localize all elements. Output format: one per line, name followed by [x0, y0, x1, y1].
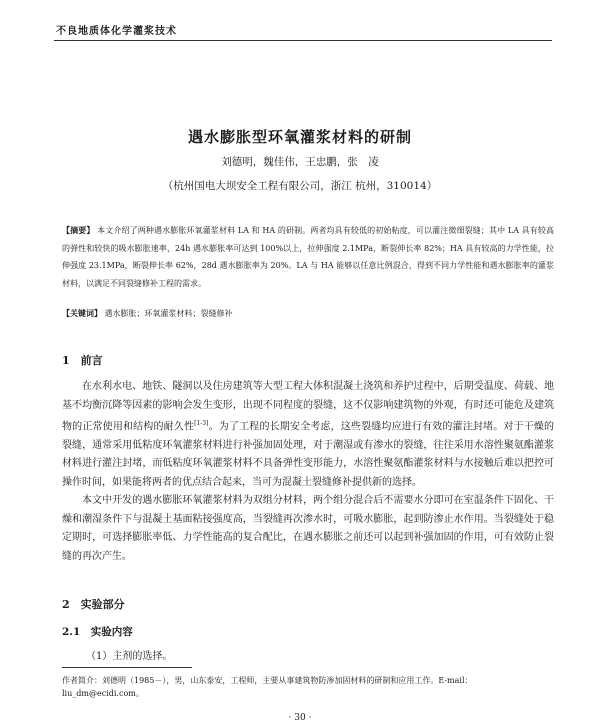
abstract-label: 【摘要】 [62, 225, 95, 235]
section-2-1-heading: 2.1 实验内容 [62, 626, 133, 638]
section-1-heading: 1 前言 [62, 354, 103, 367]
paper-authors: 刘德明，魏佳伟，王忠鹏，张 凌 [221, 156, 379, 168]
section-2-heading: 2 实验部分 [62, 598, 125, 611]
abstract-text: 本文介绍了两种遇水膨胀环氧灌浆材料 LA 和 HA 的研制。两者均具有较低的初始粘度，可以灌注微细裂缝；其中 LA 具有较高的弹性和较快的吸水膨胀速率，24h 遇水膨胀率可达到 100%以上，拉伸强度 2.1MPa，断裂伸长率 82%；HA 具有较高的力学性能，拉伸强度 23.1MPa，断裂伸长率 62%，28d 遇水膨胀率为 20%。LA 与 HA 能够以任意比例混合，得到不同力学性能和遇水膨胀率的灌浆材料，以满足不同裂缝修补工程的需求。 [62, 226, 555, 288]
section-1-para-2: 本文中开发的遇水膨胀环氧灌浆材料为双组分材料，两个组分混合后不需要水分即可在室温条件下固化、干燥和潮湿条件下与混凝土基面粘接强度高，当裂缝再次渗水时，可吸水膨胀，起到防渗止水作用。当裂缝处于稳定期时，可选择膨胀率低、力学性能高的复合配比，在遇水膨胀之前还可以起到补强加固的作用，可有效防止裂缝的再次产生。 [62, 495, 554, 562]
para-1-text-b: 。为了工程的长期安全考虑，这些裂缝均应进行有效的灌注封堵。对于干燥的裂缝，通常采用低粘度环氧灌浆材料进行补强加固处理，对于潮湿或有渗水的裂缝，往往采用水溶性聚氨酯灌浆材料进行灌注封堵，而低粘度环氧灌浆材料不具备弹性变形能力，水溶性聚氨酯灌浆材料与水接触后难以把控可操作时间，如果能将两者的优点结合起来，当可为混凝土裂缝修补提供新的选择。 [62, 421, 555, 488]
abstract [62, 222, 554, 292]
author-footnote: 作者简介：刘德明（1985－），男，山东泰安，工程师，主要从事建筑物防渗加固材料的研制和应用工作。E-mail：liu_dm@ecidi.com。 [62, 676, 473, 698]
keywords-text: 遇水膨胀；环氧灌浆材料；裂缝修补 [104, 309, 233, 318]
paper-title: 遇水膨胀型环氧灌浆材料的研制 [187, 128, 412, 146]
page-number: · 30 · [288, 713, 312, 723]
header-rule [54, 40, 552, 41]
keywords [62, 308, 233, 319]
para-1-text-a: 在水利水电、地铁、隧洞以及住房建筑等大型工程大体积混凝土浇筑和养护过程中，后期受温度、荷载、地基不均衡沉降等因素的影响会发生变形，出现不同程度的裂缝，这不仅影响建筑物的外观，有时还可能危及建筑物的正常使用和结构的耐久性 [62, 381, 554, 433]
list-item: （1）主剂的选择。 [86, 651, 173, 662]
citation-ref: [1-3] [194, 420, 209, 427]
section-1-para-1 [62, 378, 554, 492]
running-header: 不良地质体化学灌浆技术 [56, 26, 177, 37]
section-1-body [62, 378, 554, 566]
keywords-label: 【关键词】 [62, 308, 102, 318]
footnote-rule [62, 667, 192, 668]
paper-affiliation: （杭州国电大坝安全工程有限公司，浙江 杭州，310014） [162, 180, 438, 192]
